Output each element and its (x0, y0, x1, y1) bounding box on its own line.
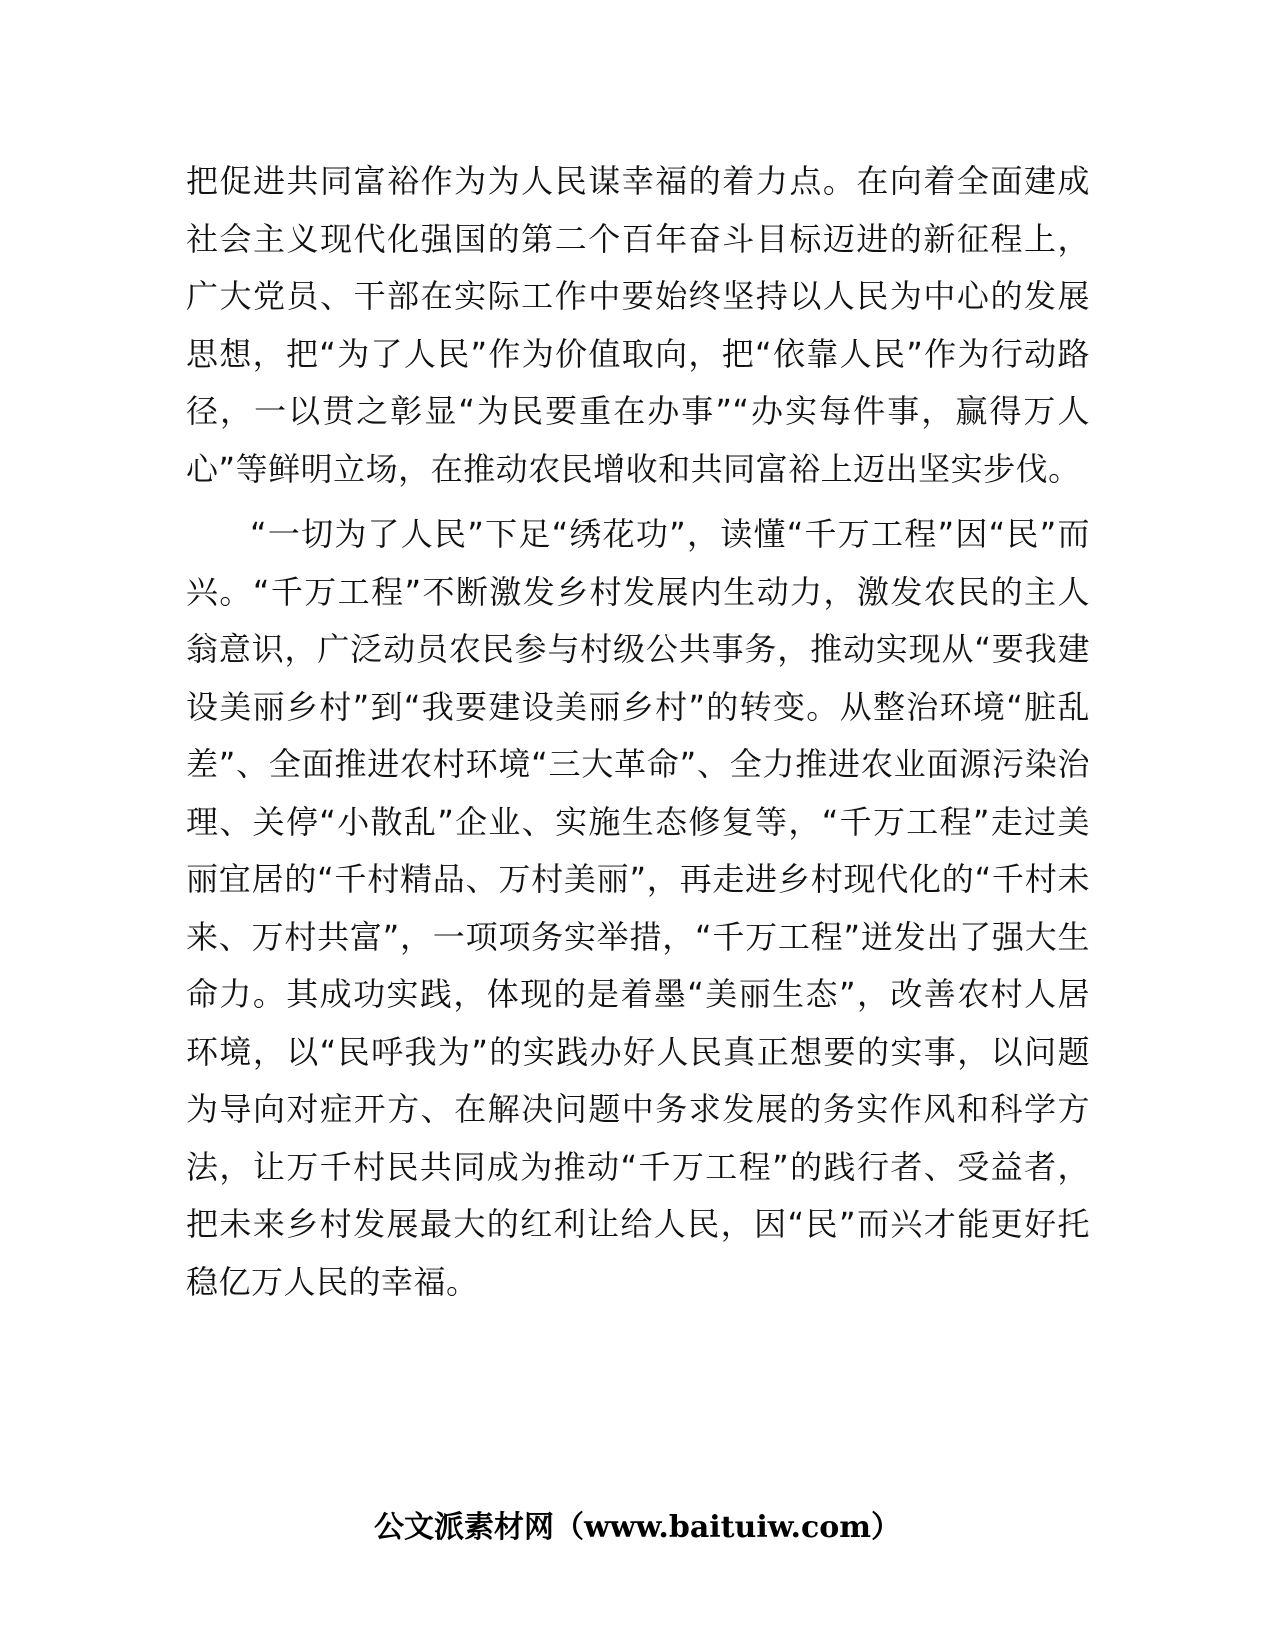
document-body (186, 153, 1090, 1311)
footer-watermark: 公文派素材网（www.baituiw.com） (373, 1510, 902, 1545)
paragraph-1: 把促进共同富裕作为为人民谋幸福的着力点。在向着全面建成社会主义现代化强国的第二个百年奋斗目标迈进的新征程上，广大党员、干部在实际工作中要始终坚持以人民为中心的发展思想，把“为了人民”作为价值取向，把“依靠人民”作为行动路径，一以贯之彰显“为民要重在办事”“办实每件事，赢得万人心”等鲜明立场，在推动农民增收和共同富裕上迈出坚实步伐。 (186, 162, 1090, 488)
paragraph-2: “一切为了人民”下足“绣花功”，读懂“千万工程”因“民”而兴。“千万工程”不断激发乡村发展内生动力，激发农民的主人翁意识，广泛动员农民参与村级公共事务，推动实现从“要我建设美丽乡村”到“我要建设美丽乡村”的转变。从整治环境“脏乱差”、全面推进农村环境“三大革命”、全力推进农业面源污染治理、关停“小散乱”企业、实施生态修复等，“千万工程”走过美丽宜居的“千村精品、万村美丽”，再走进乡村现代化的“千村未来、万村共富”，一项项务实举措，“千万工程”迸发出了强大生命力。其成功实践，体现的是着墨“美丽生态”，改善农村人居环境，以“民呼我为”的实践办好人民真正想要的实事，以问题为导向对症开方、在解决问题中务求发展的务实作风和科学方法，让万千村民共同成为推动“千万工程”的践行者、受益者，把未来乡村发展最大的红利让给人民，因“民”而兴才能更好托稳亿万人民的幸福。 (186, 515, 1090, 1301)
